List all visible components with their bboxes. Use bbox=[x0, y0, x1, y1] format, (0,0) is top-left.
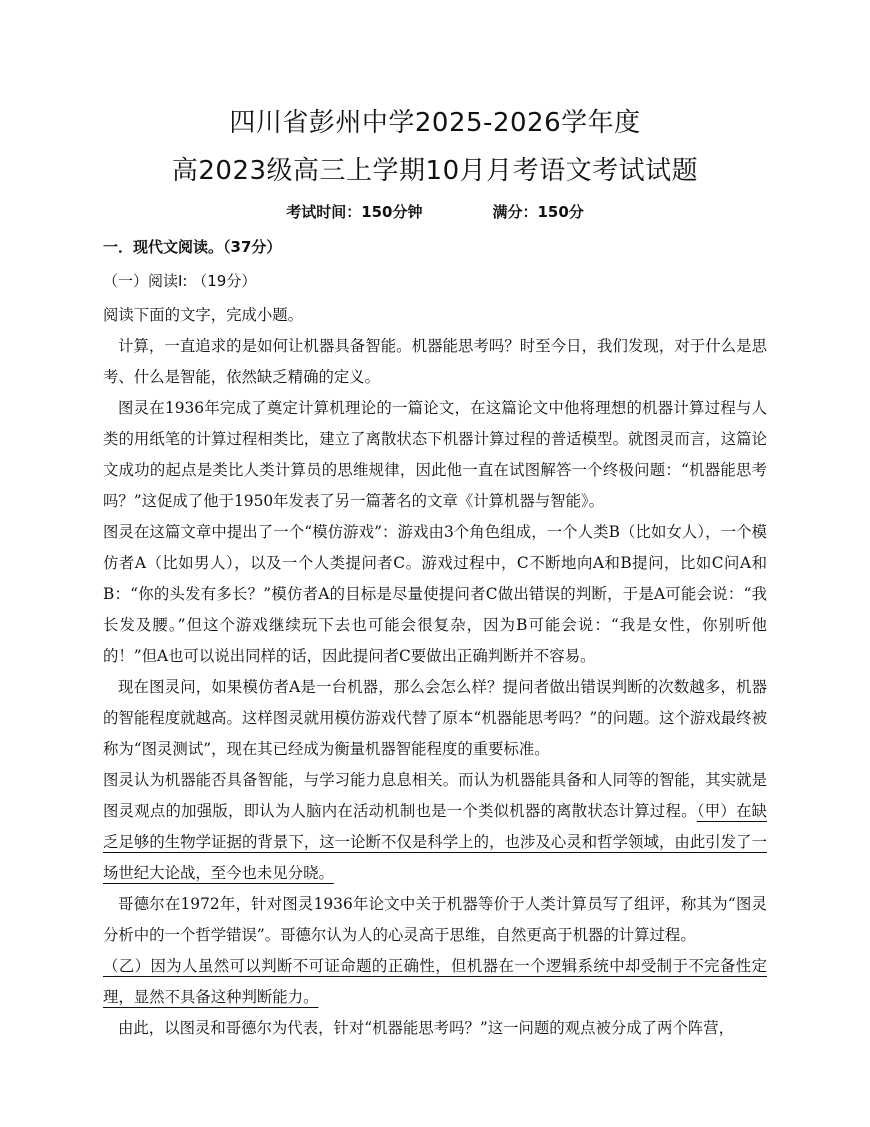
underlined-sentence-yi: （乙）因为人虽然可以判断不可证命题的正确性，但机器在一个逻辑系统中却受制于不完备性定理，显然不具备这种判断能力。 bbox=[103, 957, 767, 1006]
exam-meta bbox=[0, 201, 870, 222]
passage-paragraph-2: 图灵在1936年完成了奠定计算机理论的一篇论文，在这篇论文中他将理想的机器计算过程与人类的用纸笔的计算过程相类比，建立了离散状态下机器计算过程的普适模型。就图灵而言，这篇论文成功的起点是类比人类计算员的思维规律，因此他一直在试图解答一个终极问题：“机器能思考吗？”这促成了他于1950年发表了另一篇著名的文章《计算机器与智能》。 bbox=[103, 399, 767, 510]
passage-paragraph-8: 由此，以图灵和哥德尔为代表，针对“机器能思考吗？”这一问题的观点被分成了两个阵营， bbox=[118, 1019, 734, 1037]
exam-title-line1: 四川省彭州中学2025-2026学年度 bbox=[229, 108, 641, 138]
full-score: 满分：150分 bbox=[492, 203, 584, 221]
exam-time: 考试时间：150分钟 bbox=[286, 203, 423, 221]
passage-paragraph-6: 哥德尔在1972年，针对图灵1936年论文中关于机器等价于人类计算员写了组评，称其为“图灵分析中的一个哲学错误”。哥德尔认为人的心灵高于思维，自然更高于机器的计算过程。 bbox=[103, 895, 767, 944]
exam-title-line2: 高2023级高三上学期10月月考语文考试试题 bbox=[171, 156, 699, 186]
passage-paragraph-4: 现在图灵问，如果模仿者A是一台机器，那么会怎么样？提问者做出错误判断的次数越多，机器的智能程度就越高。这样图灵就用模仿游戏代替了原本“机器能思考吗？”的问题。这个游戏最终被称为“图灵测试”，现在其已经成为衡量机器智能程度的重要标准。 bbox=[103, 678, 767, 758]
paragraph-5-text: 图灵认为机器能否具备智能，与学习能力息息相关。而认为机器能具备和人同等的智能，其实就是图灵观点的加强版，即认为人脑内在活动机制也是一个类似机器的离散状态计算过程。 bbox=[103, 771, 767, 820]
passage-paragraph-1: 计算，一直追求的是如何让机器具备智能。机器能思考吗？时至今日，我们发现，对于什么是思考、什么是智能，依然缺乏精确的定义。 bbox=[103, 337, 767, 386]
passage-paragraph-3: 图灵在这篇文章中提出了一个“模仿游戏”：游戏由3个角色组成，一个人类B（比如女人），一个模仿者A（比如男人），以及一个人类提问者C。游戏过程中，C不断地向A和B提问，比如C问A和B：“你的头发有多长？”模仿者A的目标是尽量使提问者C做出错误的判断，于是A可能会说：“我长发及腰。”但这个游戏继续玩下去也可能会很复杂，因为B可能会说：“我是女性，你别听他的！”但A也可以说出同样的话，因此提问者C要做出正确判断并不容易。 bbox=[103, 523, 767, 665]
passage-instruction: 阅读下面的文字，完成小题。 bbox=[103, 306, 304, 324]
underlined-sentence-jia: （甲）在缺乏足够的生物学证据的背景下，这一论断不仅是科学上的，也涉及心灵和哲学领域，由此引发了一场世纪大论战，至今也未见分晓。 bbox=[103, 802, 767, 882]
passage-paragraph-5 bbox=[103, 765, 767, 889]
subsection-heading: （一）阅读I: （19分） bbox=[103, 272, 257, 290]
section-heading: 一．现代文阅读。（37分） bbox=[103, 238, 282, 256]
reading-passage bbox=[103, 300, 767, 1044]
